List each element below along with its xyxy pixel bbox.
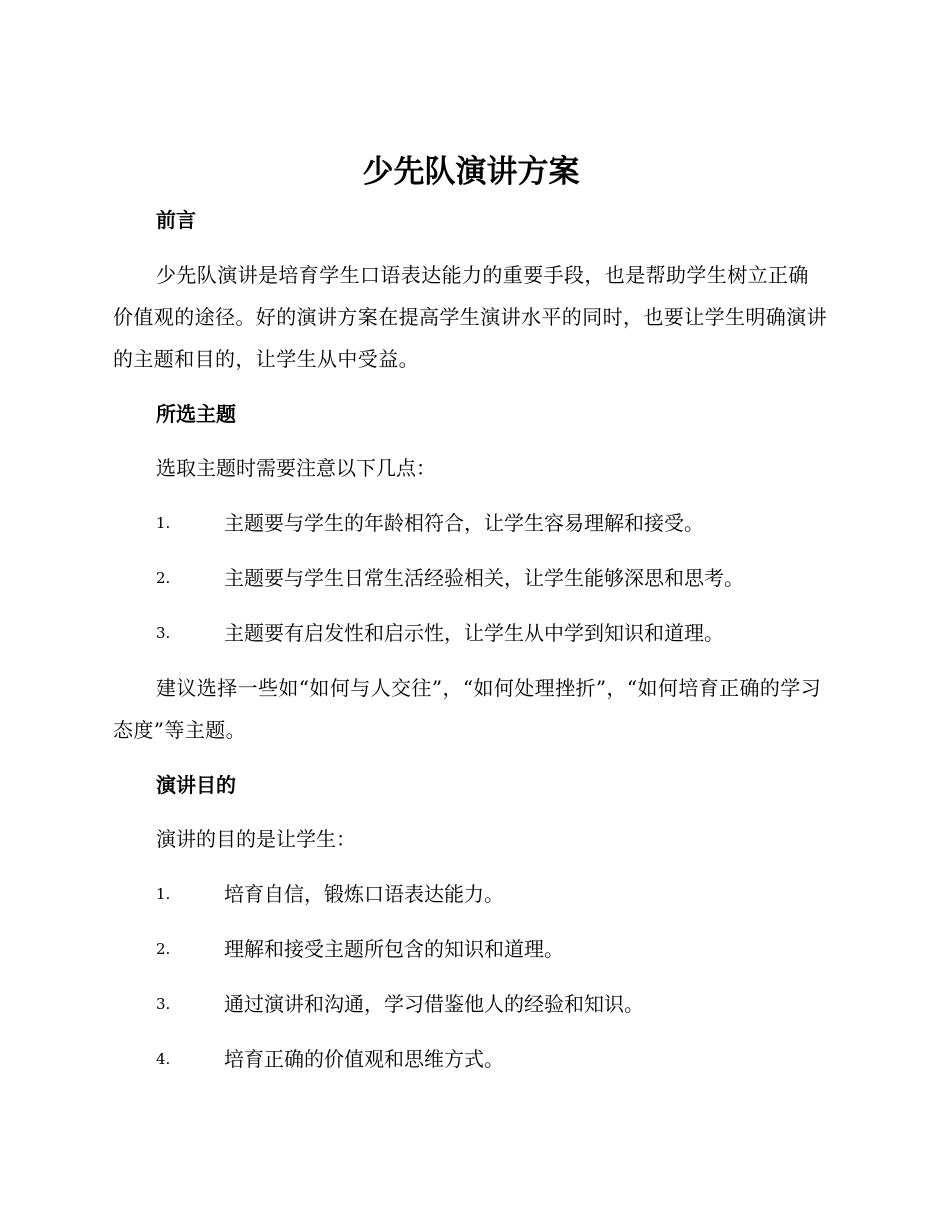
list-text: 理解和接受主题所包含的知识和道理。	[224, 937, 564, 961]
list-text: 通过演讲和沟通，学习借鉴他人的经验和知识。	[224, 992, 644, 1016]
heading-purpose: 演讲目的	[156, 773, 236, 797]
list-text: 培育自信，锻炼口语表达能力。	[224, 882, 504, 906]
list-item	[156, 509, 829, 537]
list-number: 4.	[156, 1050, 171, 1068]
document-title: 少先队演讲方案	[362, 154, 580, 190]
topic-suggestion: 建议选择一些如“如何与人交往”，“如何处理挫折”，“如何培育正确的学习态度”等主题。	[113, 676, 822, 742]
purpose-intro: 演讲的目的是让学生：	[156, 827, 356, 851]
list-item	[156, 935, 829, 963]
list-number: 1.	[156, 514, 171, 532]
topic-intro: 选取主题时需要注意以下几点：	[156, 456, 436, 480]
list-number: 2.	[156, 940, 171, 958]
list-text: 主题要与学生日常生活经验相关，让学生能够深思和思考。	[224, 566, 744, 590]
list-item	[156, 619, 829, 647]
preface-paragraph: 少先队演讲是培育学生口语表达能力的重要手段，也是帮助学生树立正确价值观的途径。好的演讲方案在提高学生演讲水平的同时，也要让学生明确演讲的主题和目的，让学生从中受益。	[113, 263, 827, 371]
list-text: 培育正确的价值观和思维方式。	[224, 1047, 504, 1071]
list-text: 主题要与学生的年龄相符合，让学生容易理解和接受。	[224, 511, 704, 535]
list-number: 2.	[156, 569, 171, 587]
heading-topic: 所选主题	[156, 402, 236, 426]
list-number: 3.	[156, 624, 171, 642]
list-item	[156, 564, 829, 592]
list-item	[156, 880, 829, 908]
list-item	[156, 1045, 829, 1073]
list-text: 主题要有启发性和启示性，让学生从中学到知识和道理。	[224, 621, 724, 645]
list-item	[156, 990, 829, 1018]
heading-preface: 前言	[156, 208, 196, 232]
list-number: 1.	[156, 885, 171, 903]
list-number: 3.	[156, 995, 171, 1013]
